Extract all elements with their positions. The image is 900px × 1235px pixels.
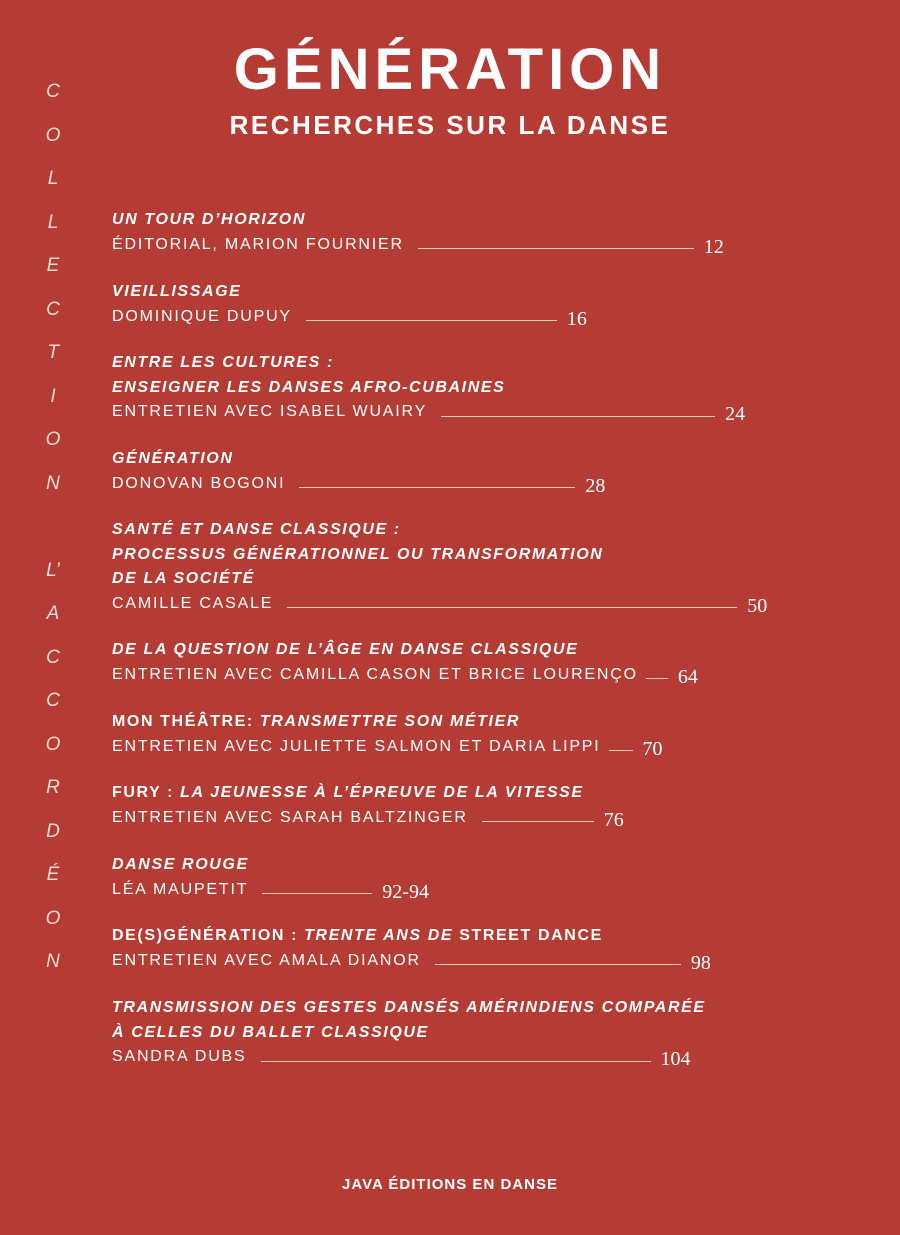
toc-heading-line: ENSEIGNER LES DANSES AFRO-CUBAINES	[112, 378, 506, 396]
toc-page-number: 98	[690, 951, 711, 974]
toc-page-number: 28	[585, 474, 606, 497]
toc-heading-line: PROCESSUS GÉNÉRATIONNEL OU TRANSFORMATION	[112, 545, 604, 563]
toc-author-row	[112, 400, 745, 424]
spine-letter: C	[46, 690, 60, 711]
spine-letter: C	[46, 298, 60, 320]
toc-heading-line: TRANSMISSION DES GESTES DANSÉS AMÉRINDIENS COMPARÉE	[112, 999, 706, 1016]
leader-line	[435, 964, 681, 965]
toc-heading: VIEILLISSAGE	[112, 283, 242, 300]
toc-entry	[112, 710, 663, 759]
collection-vertical-text	[38, 70, 68, 984]
toc-page-number: 64	[677, 665, 698, 688]
spine-letter: L	[47, 168, 59, 189]
leader-line	[262, 893, 372, 894]
toc-author: LÉA MAUPETIT	[112, 880, 249, 898]
toc-heading	[112, 924, 711, 949]
toc-entry	[112, 447, 605, 496]
toc-entry	[112, 853, 429, 902]
toc-author-row	[112, 472, 605, 496]
toc-page-number: 50	[747, 594, 768, 617]
toc-author: CAMILLE CASALE	[112, 594, 274, 612]
toc-author: ÉDITORIAL, MARION FOURNIER	[112, 235, 404, 253]
toc-author: ENTRETIEN AVEC SARAH BALTZINGER	[112, 808, 468, 826]
leader-line	[299, 487, 575, 488]
toc-page-number: 92-94	[382, 880, 429, 903]
spine-letter: O	[45, 907, 61, 929]
toc-entry	[112, 518, 767, 616]
toc-author-row	[112, 305, 587, 329]
toc-heading: UN TOUR D’HORIZON	[112, 211, 307, 228]
toc-author-row	[112, 663, 698, 687]
toc-page-number: 104	[660, 1048, 691, 1070]
leader-line	[287, 607, 737, 608]
toc-author-row	[112, 233, 724, 257]
toc-page-number: 24	[725, 403, 746, 425]
spine-letter: O	[45, 733, 61, 755]
spine-letter: C	[46, 646, 60, 668]
leader-line	[306, 320, 557, 321]
toc-heading-italic: TRENTE ANS DE	[304, 927, 460, 944]
toc-entry	[112, 781, 624, 830]
spine-letter: T	[47, 342, 59, 363]
toc-entry	[112, 351, 745, 424]
toc-heading-upright: MON THÉÂTRE:	[112, 713, 260, 730]
spine-letter: L	[47, 211, 59, 233]
toc-author-row	[112, 1045, 706, 1069]
toc-heading-line: À CELLES DU BALLET CLASSIQUE	[112, 1023, 429, 1041]
toc-author-row	[112, 735, 663, 759]
toc-author: ENTRETIEN AVEC JULIETTE SALMON ET DARIA LIPPI	[112, 737, 601, 755]
toc-author-row	[112, 806, 624, 830]
spine-letter: N	[46, 472, 60, 494]
leader-line	[646, 678, 668, 679]
toc-author: SANDRA DUBS	[112, 1048, 247, 1065]
toc-heading-line: DE LA SOCIÉTÉ	[112, 570, 255, 587]
toc-page-number: 12	[703, 235, 724, 258]
toc-heading-line: SANTÉ ET DANSE CLASSIQUE :	[112, 521, 401, 538]
leader-line	[418, 248, 694, 249]
toc-heading-italic: TRANSMETTRE SON MÉTIER	[259, 713, 520, 730]
toc-page-number: 70	[642, 737, 663, 760]
toc-entry	[112, 208, 724, 257]
toc-heading: DANSE ROUGE	[112, 856, 249, 873]
toc-author: DONOVAN BOGONI	[112, 474, 286, 492]
toc-heading	[112, 781, 624, 806]
leader-line	[441, 416, 715, 417]
toc-author: ENTRETIEN AVEC ISABEL WUAIRY	[112, 403, 428, 420]
toc-entry	[112, 924, 711, 973]
toc-entry	[112, 638, 698, 687]
toc-author: ENTRETIEN AVEC CAMILLA CASON ET BRICE LOURENÇO	[112, 665, 638, 683]
toc-heading: DE LA QUESTION DE L’ÂGE EN DANSE CLASSIQUE	[112, 641, 579, 658]
book-title: GÉNÉRATION	[233, 37, 667, 102]
spine-letter: C	[46, 81, 60, 102]
toc-author-row	[112, 592, 767, 616]
toc-author: DOMINIQUE DUPUY	[112, 307, 292, 325]
book-subtitle: RECHERCHES SUR LA DANSE	[229, 110, 671, 140]
spine-letter: E	[46, 255, 60, 276]
toc-author-row	[112, 949, 711, 973]
leader-line	[261, 1061, 651, 1062]
spine-letter: O	[45, 429, 61, 450]
toc-heading	[112, 710, 663, 735]
toc-author: ENTRETIEN AVEC AMALA DIANOR	[112, 951, 421, 969]
toc-heading: GÉNÉRATION	[112, 450, 234, 467]
toc-author-row	[112, 878, 429, 902]
toc-heading-italic: LA JEUNESSE À L’ÉPREUVE DE LA VITESSE	[180, 784, 584, 801]
toc-entry	[112, 280, 587, 329]
toc-page-number: 76	[603, 808, 624, 831]
publisher-name: JAVA ÉDITIONS EN DANSE	[342, 1176, 558, 1193]
toc-heading-upright: DE(S)GÉNÉRATION :	[112, 927, 305, 944]
spine-letter: N	[46, 951, 60, 972]
spine-letter: I	[50, 385, 56, 407]
toc-page-number: 16	[566, 307, 587, 330]
leader-line	[609, 750, 633, 751]
spine-letter: É	[46, 864, 60, 885]
spine-letter: D	[46, 820, 60, 842]
spine-letter: L’	[46, 559, 60, 581]
toc-entry	[112, 996, 706, 1069]
toc-heading-line: ENTRE LES CULTURES :	[112, 354, 334, 371]
toc-heading-upright: FURY :	[112, 784, 181, 801]
spine-letter: R	[46, 777, 60, 798]
spine-letter: O	[45, 124, 61, 146]
spine-letter: A	[46, 603, 60, 624]
leader-line	[482, 821, 594, 822]
toc-heading-upright: STREET DANCE	[459, 927, 603, 944]
